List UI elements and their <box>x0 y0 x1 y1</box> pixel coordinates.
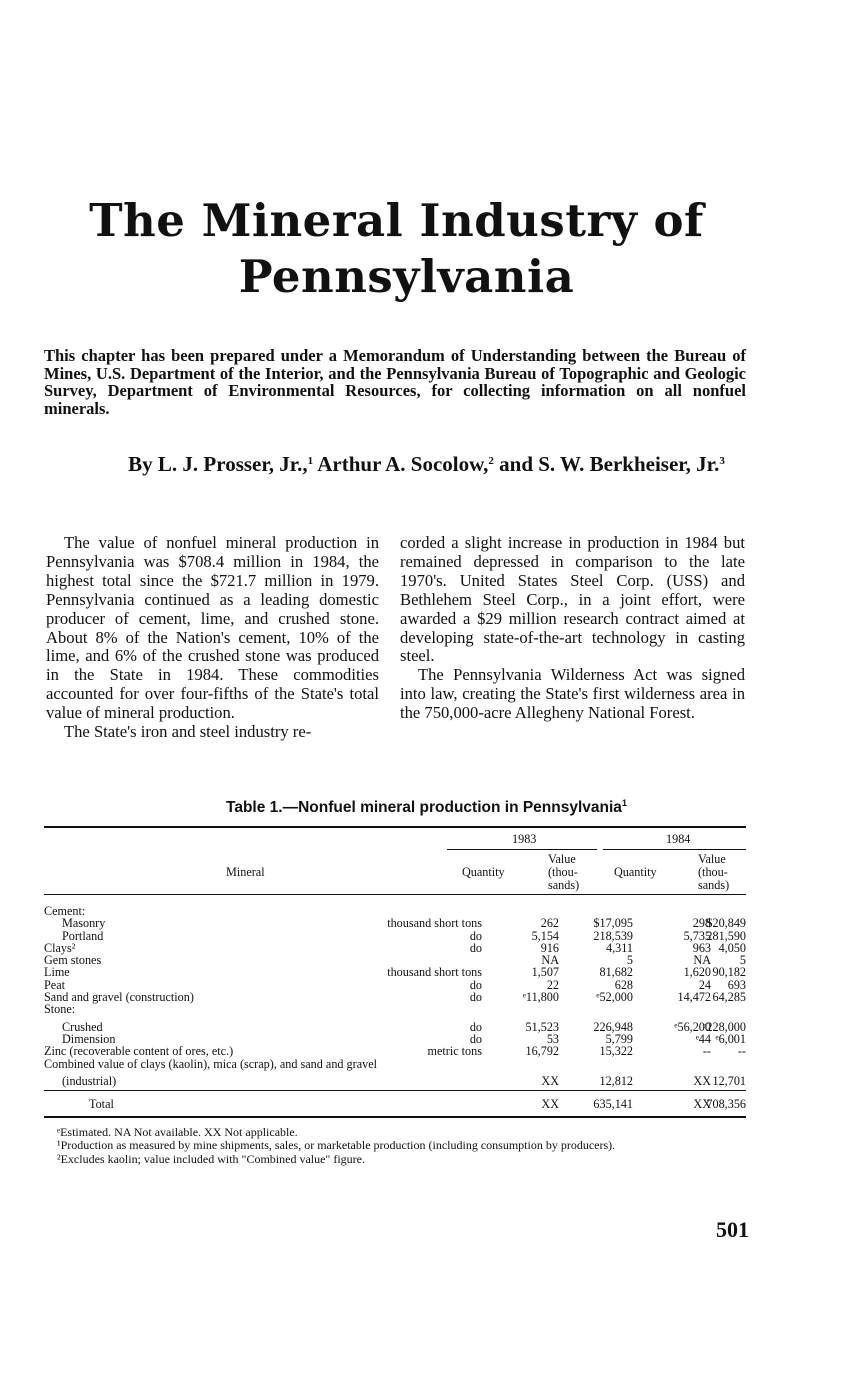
mineral-header: Mineral <box>226 865 265 879</box>
table-row: Crushed do 51,523 226,948 ᵉ56,200 ᵉ228,000 <box>62 1019 746 1034</box>
quantity-1983-header: Quantity <box>462 865 505 879</box>
footnote: ᵉEstimated. NA Not available. XX Not applicable. <box>57 1125 298 1139</box>
year-1984-rule <box>603 849 746 850</box>
total-top-rule <box>44 1090 746 1091</box>
page-number: 501 <box>716 1217 749 1242</box>
author-3: S. W. Berkheiser, Jr. <box>538 452 720 476</box>
table-row: Sand and gravel (construction) do ᵉ11,800 ᵉ52,000 14,472 64,285 <box>44 990 746 1005</box>
value-1984-header: Value (thou- sands) <box>698 852 730 892</box>
table-row: Dimension do 53 5,799 ᵉ44 ᵉ6,001 <box>62 1031 746 1046</box>
table-row: (industrial) XX 12,812 XX 12,701 <box>62 1073 746 1088</box>
table-title: Table 1.—Nonfuel mineral production in Pennsylvania$^1$ <box>226 798 627 816</box>
author-2: Arthur A. Socolow, <box>317 452 489 476</box>
header-bottom-rule <box>44 894 746 895</box>
table-bottom-rule <box>44 1116 746 1118</box>
table-row: Cement: <box>44 904 86 918</box>
author-2-note: 2 <box>488 455 494 467</box>
author-3-note: 3 <box>719 455 725 467</box>
author-line <box>0 452 853 477</box>
paragraph: The Pennsylvania Wilderness Act was signed into law, creating the State's first wilderness area in the 750,000-acre Allegheny National Forest. <box>400 665 745 723</box>
body-column-right <box>400 534 745 723</box>
body-column-left <box>46 534 379 742</box>
table-row: Lime thousand short tons 1,507 81,682 1,620 90,182 <box>44 965 746 980</box>
author-prefix: By <box>128 452 153 476</box>
total-row: Total XX 635,141 XX 708,356 <box>89 1097 746 1111</box>
table-row: Portland do 5,154 218,539 5,735 281,590 <box>62 928 746 943</box>
year-1983-header: 1983 <box>512 832 537 846</box>
table-body <box>44 905 746 1087</box>
footnote: ²Excludes kaolin; value included with "Combined value" figure. <box>57 1151 365 1166</box>
table-row: Combined value of clays (kaolin), mica (scrap), and sand and gravel <box>44 1056 378 1071</box>
year-1983-rule <box>447 849 597 850</box>
table-row: Gem stones NA 5 NA 5 <box>44 953 746 968</box>
footnote: ¹Production as measured by mine shipments, sales, or marketable production (including consumption by producers). <box>57 1138 616 1153</box>
paragraph: The State's iron and steel industry re- <box>64 722 312 742</box>
author-1-note: 1 <box>307 455 314 467</box>
value-1983-header: Value (thou- sands) <box>548 852 580 892</box>
table-title-note: 1 <box>621 798 627 808</box>
author-1: L. J. Prosser, Jr., <box>157 452 308 476</box>
title-line-1: The Mineral Industry of <box>89 194 704 247</box>
table-top-rule <box>44 826 746 828</box>
table-row: Clays² do 916 4,311 963 4,050 <box>44 940 746 955</box>
table-row: Masonry thousand short tons 262 $17,095 298 $20,849 <box>62 916 746 931</box>
quantity-1984-header: Quantity <box>614 865 657 879</box>
table-row: Peat do 22 628 24 693 <box>44 977 746 992</box>
table-row: Zinc (recoverable content of ores, etc.) metric tons 16,792 15,322 -- -- <box>44 1044 746 1059</box>
memorandum-note: This chapter has been prepared under a Memorandum of Understanding between the Bureau of Mines, U.S. Department of the Interior, and the Pennsylvania Bureau of Topographic and Geologic Survey, Department of Environmental Resources, for collecting information on all nonfuel minerals. <box>44 346 746 418</box>
author-conj: and <box>499 452 533 476</box>
paragraph: The value of nonfuel mineral production in Pennsylvania was $708.4 million in 1984, the highest total since the $721.7 million in 1979. Pennsylvania continued as a leading domestic producer of cement, lime, and crushed stone. About 8% of the Nation's cement, 10% of the lime, and 6% of the crushed stone was produced in the State in 1984. These commodities accounted for over four-fifths of the State's total value of mineral production. <box>46 533 379 723</box>
table-footnotes <box>57 1126 757 1166</box>
paragraph: corded a slight increase in production in 1984 but remained depressed in comparison to the late 1970's. United States Steel Corp. (USS) and Bethlehem Steel Corp., in a joint effort, were awarded a $29 million research contract aimed at developing state-of-the-art technology in casting steel. <box>400 533 745 666</box>
table-row: Stone: <box>44 1002 76 1017</box>
title-line-2: Pennsylvania <box>238 250 575 303</box>
year-1984-header: 1984 <box>666 832 691 846</box>
